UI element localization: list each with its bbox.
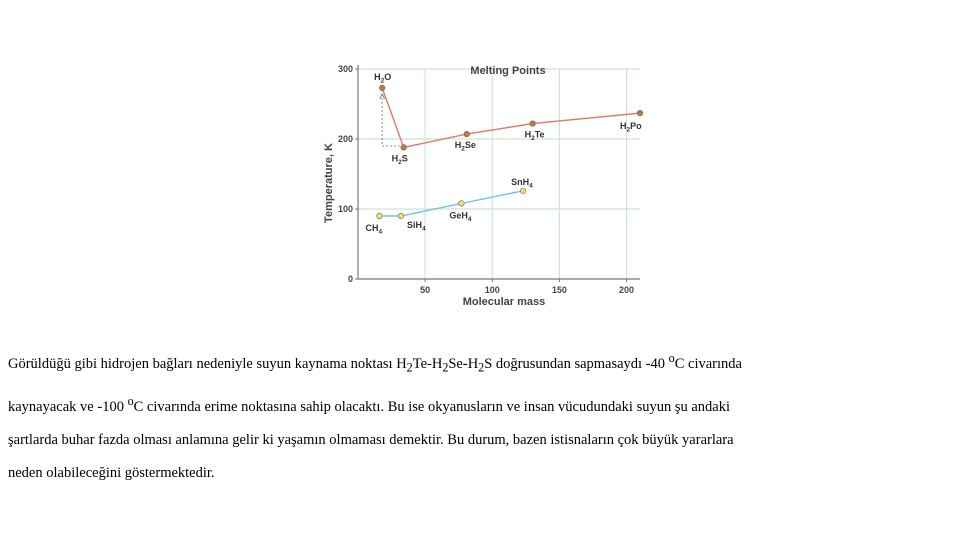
y-tick-label: 300 bbox=[337, 64, 353, 74]
x-tick-label: 150 bbox=[551, 285, 567, 295]
point-label-part: Po bbox=[630, 121, 642, 132]
chart-title: Melting Points bbox=[470, 65, 546, 77]
y-axis-label: Temperature, K bbox=[323, 143, 335, 223]
point-label-part: Te bbox=[534, 129, 545, 140]
y-tick-label: 100 bbox=[337, 204, 353, 214]
text-segment: Se-H bbox=[448, 355, 479, 372]
point-label bbox=[407, 220, 426, 233]
data-point bbox=[464, 131, 470, 137]
point-label-part: 2 bbox=[398, 158, 402, 166]
data-point bbox=[637, 110, 643, 116]
point-label-part: H bbox=[374, 71, 381, 82]
point-label bbox=[511, 177, 533, 190]
paragraph-line-4: neden olabileceğini göstermektedir. bbox=[8, 464, 215, 481]
point-label-part: SnH bbox=[511, 176, 530, 187]
point-label-part: GeH bbox=[449, 210, 468, 221]
point-label-part: Se bbox=[464, 140, 476, 151]
text-segment: Görüldüğü gibi hidrojen bağları nedeniyle suyun kaynama noktası H bbox=[8, 355, 407, 372]
point-label-part: 4 bbox=[378, 228, 383, 236]
x-tick-label: 200 bbox=[619, 285, 635, 295]
chart-axes bbox=[358, 65, 640, 279]
superscript: o bbox=[668, 351, 675, 365]
x-tick-label: 100 bbox=[484, 285, 500, 295]
point-label bbox=[392, 153, 408, 166]
y-tick-label: 200 bbox=[337, 134, 353, 144]
point-label-part: O bbox=[384, 71, 392, 82]
point-label-part: 2 bbox=[531, 135, 535, 143]
subscript: 2 bbox=[406, 360, 413, 375]
point-label-part: 2 bbox=[461, 145, 465, 153]
data-point bbox=[379, 85, 385, 91]
point-label bbox=[525, 130, 545, 143]
point-label bbox=[365, 223, 382, 236]
point-label-part: H bbox=[620, 121, 627, 132]
paragraph-line-1 bbox=[8, 342, 948, 385]
subscript: 2 bbox=[442, 360, 449, 375]
point-label-part: 4 bbox=[421, 225, 426, 233]
subscript: 2 bbox=[478, 360, 485, 375]
point-label-part: 2 bbox=[626, 126, 631, 134]
y-tick-label: 0 bbox=[347, 274, 353, 284]
point-label-part: 4 bbox=[529, 182, 533, 190]
data-point bbox=[377, 213, 383, 219]
point-label bbox=[455, 140, 476, 153]
data-point bbox=[459, 201, 465, 207]
data-point bbox=[398, 213, 404, 219]
point-label-part: H bbox=[391, 153, 399, 164]
melting-points-chart bbox=[318, 55, 650, 311]
superscript: o bbox=[127, 393, 134, 408]
point-label-part: 4 bbox=[467, 215, 472, 223]
data-point bbox=[530, 121, 536, 127]
x-axis-label: Molecular mass bbox=[462, 296, 546, 308]
point-label-part: 2 bbox=[380, 77, 385, 85]
text-segment: C civarında erime noktasına sahip olacaktı. Bu ise okyanusların ve insan vücudundaki suyun şu andaki bbox=[133, 398, 731, 415]
data-point bbox=[401, 145, 407, 151]
paragraph-line-3: şartlarda buhar fazda olması anlamına gelir ki yaşamın olmaması demektir. Bu durum, bazen istisnaların çok büyük yararlara bbox=[8, 431, 734, 448]
point-label-part: H bbox=[524, 129, 532, 140]
point-label bbox=[449, 210, 472, 223]
point-label bbox=[374, 72, 391, 85]
text-segment: C civarında bbox=[674, 355, 742, 372]
text-segment: S doğrusundan sapmasaydı -40 bbox=[484, 355, 669, 372]
point-label bbox=[620, 121, 642, 134]
chart-point-labels bbox=[365, 72, 642, 236]
data-point bbox=[520, 188, 526, 194]
chart-grid bbox=[358, 69, 640, 279]
point-label-part: S bbox=[401, 153, 408, 164]
point-label-part: CH bbox=[365, 223, 379, 233]
explanation-paragraph bbox=[8, 342, 948, 490]
paragraph-line-2 bbox=[8, 385, 948, 424]
text-segment: Te-H bbox=[412, 355, 443, 372]
point-label-part: SiH bbox=[406, 220, 422, 230]
text-segment: kaynayacak ve -100 bbox=[8, 398, 128, 415]
x-tick-label: 50 bbox=[420, 285, 431, 295]
chart-series bbox=[377, 85, 643, 219]
point-label-part: H bbox=[454, 140, 462, 151]
